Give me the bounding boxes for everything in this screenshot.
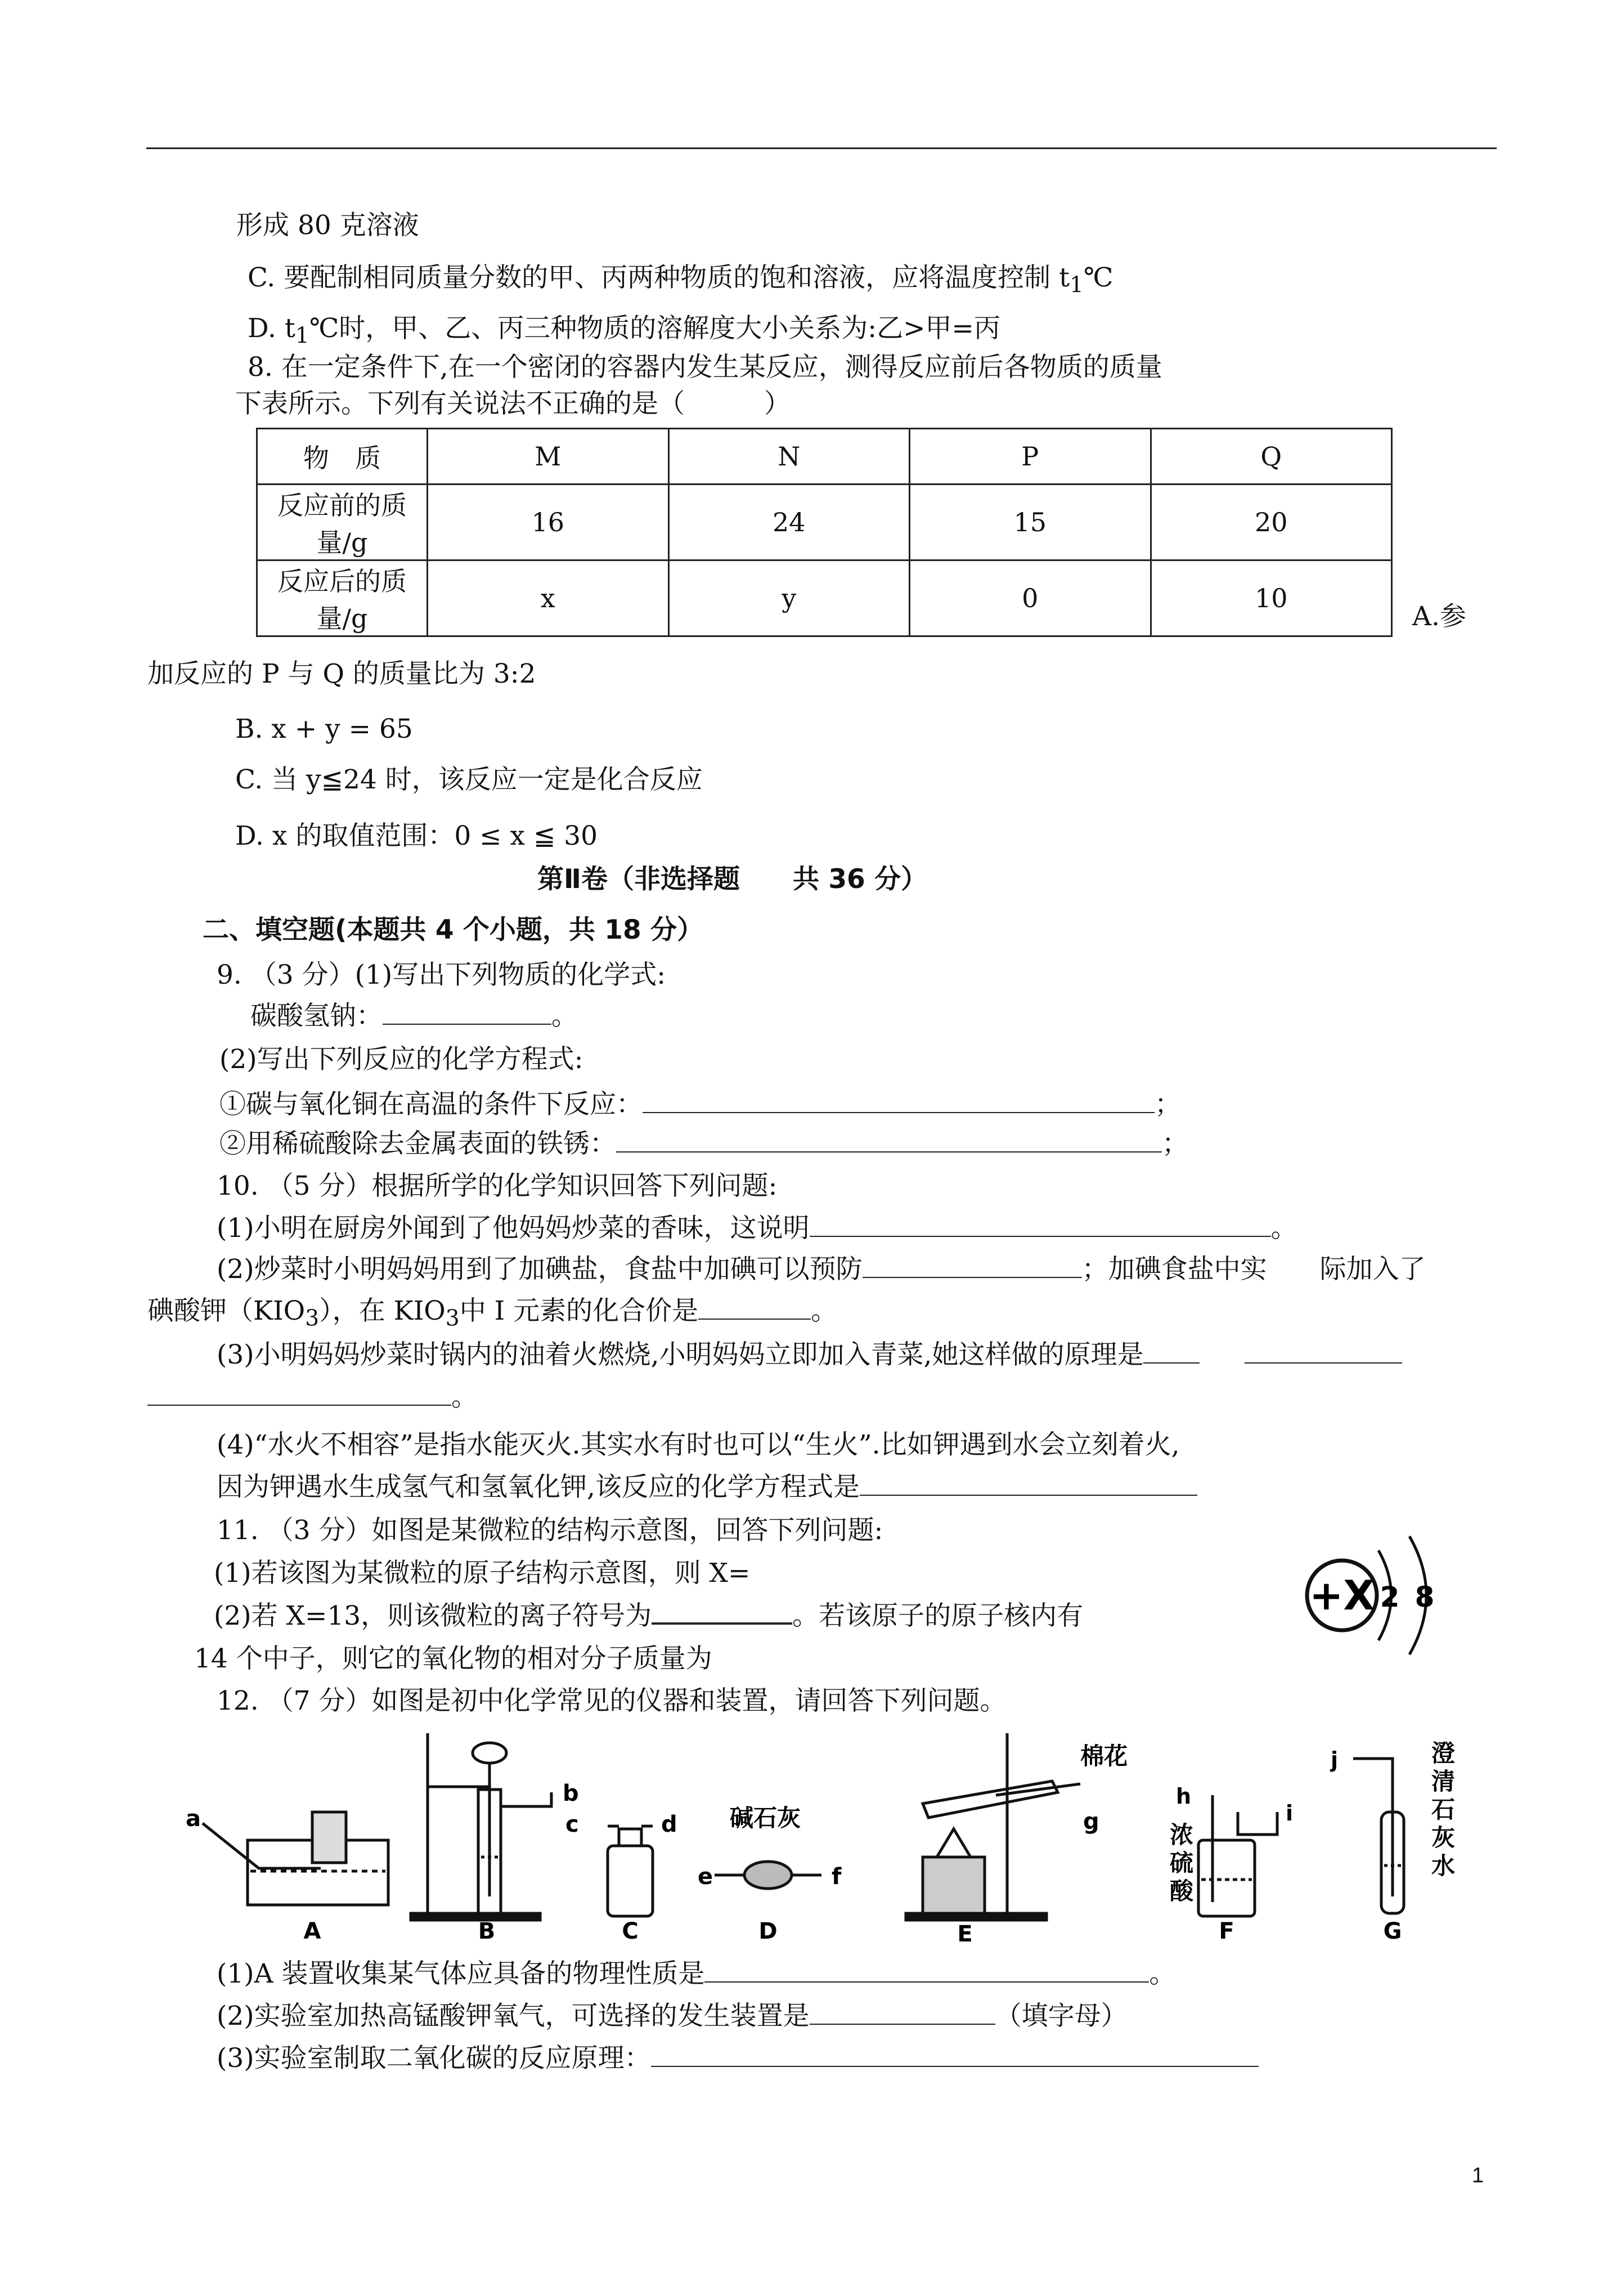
answer-blank[interactable] <box>810 1213 1271 1237</box>
table-cell: 反应后的质量/g <box>257 560 428 636</box>
port-label-h: h <box>1176 1784 1192 1809</box>
table-row <box>257 429 1392 485</box>
port-label-g: g <box>1083 1809 1099 1835</box>
port-label-b: b <box>563 1781 579 1806</box>
soda-lime-label: 碱石灰 <box>729 1804 801 1832</box>
part-two-heading: 第Ⅱ卷（非选择题 共 36 分） <box>537 864 928 895</box>
answer-blank[interactable] <box>383 1001 551 1025</box>
apparatus-label-b: B <box>478 1918 496 1944</box>
table-cell: 15 <box>910 485 1151 560</box>
conc-acid-label-3: 酸 <box>1169 1877 1194 1905</box>
option-b: B. x + y = 65 <box>235 714 413 745</box>
page-number: 1 <box>1472 2164 1484 2187</box>
lime-water-label-1: 澄 <box>1431 1739 1456 1767</box>
question-12-2: (2)实验室加热高锰酸钾氧气，可选择的发生装置是 （填字母） <box>217 2001 1128 2032</box>
table-cell: y <box>668 560 910 636</box>
port-label-a: a <box>186 1806 201 1832</box>
table-cell: x <box>428 560 669 636</box>
nucleus-label: +X <box>1309 1572 1375 1619</box>
apparatus-label-f: F <box>1219 1918 1234 1944</box>
apparatus-label-c: C <box>622 1918 639 1944</box>
question-8-text: 8. 在一定条件下,在一个密闭的容器内发生某反应，测得反应前后各物质的质量 <box>248 352 1162 383</box>
section-two-heading: 二、填空题(本题共 4 个小题，共 18 分） <box>203 914 704 945</box>
table-cell: 24 <box>668 485 910 560</box>
lime-water-label-4: 灰 <box>1431 1824 1456 1851</box>
answer-blank[interactable] <box>704 1959 1149 1983</box>
table-header-cell: N <box>668 429 910 485</box>
port-label-j: j <box>1331 1747 1339 1772</box>
answer-blank[interactable] <box>863 1254 1082 1278</box>
question-8-text-2: 下表所示。下列有关说法不正确的是（ ） <box>235 388 791 419</box>
apparatus-f <box>1198 1795 1277 1916</box>
question-11-3: 14 个中子，则它的氧化物的相对分子质量为 <box>194 1643 712 1674</box>
option-c-8: C. 当 y≦24 时，该反应一定是化合反应 <box>235 764 703 795</box>
question-9: 9. （3 分）(1)写出下列物质的化学式: <box>217 959 666 990</box>
answer-blank[interactable] <box>1143 1340 1200 1364</box>
option-a: 加反应的 P 与 Q 的质量比为 3:2 <box>147 658 536 689</box>
mass-table <box>256 428 1393 637</box>
question-10: 10. （5 分）根据所学的化学知识回答下列问题: <box>217 1171 778 1201</box>
question-9-1: 碳酸氢钠： 。 <box>250 1001 578 1032</box>
question-10-4b: 因为钾遇水生成氢气和氢氧化钾,该反应的化学方程式是 <box>217 1472 1197 1503</box>
port-label-e: e <box>698 1864 713 1890</box>
option-d: D. $t_1℃$时，甲、乙、丙三种物质的溶解度大小关系为:乙>甲=丙 <box>248 313 1000 349</box>
atom-structure-diagram <box>1294 1519 1457 1671</box>
question-12-3: (3)实验室制取二氧化碳的反应原理： <box>217 2043 1259 2074</box>
lab-apparatus-figure <box>174 1728 1480 1953</box>
conc-acid-label-2: 硫 <box>1169 1849 1194 1877</box>
apparatus-g <box>1353 1759 1404 1913</box>
answer-blank[interactable] <box>652 1600 792 1625</box>
table-cell: 10 <box>1151 560 1392 636</box>
apparatus-label-d: D <box>758 1918 778 1944</box>
question-10-2: (2)炒菜时小明妈妈用到了加碘盐，食盐中加碘可以预防 ；加碘食盐中实 际加入了 <box>217 1254 1426 1285</box>
port-label-f: f <box>832 1864 842 1890</box>
option-c: C. 要配制相同质量分数的甲、丙两种物质的饱和溶液，应将温度控制 $t_1℃$ <box>248 262 1113 298</box>
table-header-cell: 物 质 <box>257 429 428 485</box>
option-b-continuation: 形成 80 克溶液 <box>236 210 419 241</box>
answer-blank[interactable] <box>651 2043 1259 2067</box>
answer-blank[interactable] <box>616 1129 1162 1153</box>
apparatus-e <box>906 1733 1080 1920</box>
lime-water-label-3: 石 <box>1431 1796 1456 1823</box>
port-label-c: c <box>565 1811 579 1837</box>
apparatus-label-a: A <box>303 1918 321 1944</box>
apparatus-label-e: E <box>957 1921 973 1947</box>
question-10-2b: 碘酸钾$(KIO_3)$，在 $KIO_3$中 I 元素的化合价是 。 <box>147 1295 838 1331</box>
question-11-2: (2)若 X=13，则该微粒的离子符号为 。若该原子的原子核内有 <box>214 1600 1084 1631</box>
answer-blank[interactable] <box>643 1089 1155 1113</box>
answer-blank[interactable] <box>860 1472 1197 1496</box>
header-rule <box>146 147 1497 149</box>
cotton-label: 棉花 <box>1080 1742 1128 1770</box>
table-header-cell: M <box>428 429 669 485</box>
question-10-4: (4)“水火不相容”是指水能灭火.其实水有时也可以“生火”.比如钾遇到水会立刻着火, <box>217 1429 1180 1460</box>
question-10-1: (1)小明在厨房外闻到了他妈妈炒菜的香味，这说明 。 <box>217 1213 1297 1244</box>
answer-blank[interactable] <box>1245 1340 1402 1364</box>
answer-blank[interactable] <box>810 2001 995 2025</box>
lime-water-label-2: 清 <box>1431 1768 1456 1795</box>
shell-2-count: 8 <box>1415 1581 1435 1613</box>
question-9-2a: ①碳与氧化铜在高温的条件下反应： ； <box>219 1089 1181 1120</box>
port-label-d: d <box>661 1811 677 1837</box>
question-10-3: (3)小明妈妈炒菜时锅内的油着火燃烧,小明妈妈立即加入青菜,她这样做的原理是 <box>217 1339 1402 1371</box>
conc-acid-label-1: 浓 <box>1169 1821 1194 1849</box>
lime-water-label-5: 水 <box>1431 1852 1456 1880</box>
option-a-start: A.参 <box>1412 601 1466 632</box>
table-header-cell: Q <box>1151 429 1392 485</box>
apparatus-b <box>411 1733 551 1920</box>
table-header-cell: P <box>910 429 1151 485</box>
answer-blank[interactable] <box>147 1382 451 1406</box>
answer-blank[interactable] <box>698 1296 811 1320</box>
table-cell: 反应前的质量/g <box>257 485 428 560</box>
table-row <box>257 560 1392 636</box>
question-12: 12. （7 分）如图是初中化学常见的仪器和装置，请回答下列问题。 <box>217 1685 1007 1716</box>
apparatus-c <box>608 1826 653 1916</box>
table-row <box>257 485 1392 560</box>
port-label-i: i <box>1286 1801 1294 1826</box>
question-10-3-cont: 。 <box>147 1382 478 1413</box>
question-9-2: (2)写出下列反应的化学方程式: <box>219 1044 583 1075</box>
question-11-1: (1)若该图为某微粒的原子结构示意图，则 X= <box>214 1558 751 1589</box>
apparatus-label-g: G <box>1383 1918 1402 1944</box>
apparatus-a <box>203 1812 388 1905</box>
shell-1-count: 2 <box>1380 1581 1400 1613</box>
apparatus-d <box>715 1862 821 1889</box>
option-d-8: D. x 的取值范围：0 ≤ x ≦ 30 <box>235 820 598 851</box>
table-cell: 16 <box>428 485 669 560</box>
question-9-2b: ②用稀硫酸除去金属表面的铁锈： ； <box>219 1128 1188 1159</box>
question-12-1: (1)A 装置收集某气体应具备的物理性质是 。 <box>217 1958 1176 1989</box>
table-cell: 0 <box>910 560 1151 636</box>
question-11: 11. （3 分）如图是某微粒的结构示意图，回答下列问题: <box>217 1515 883 1546</box>
table-cell: 20 <box>1151 485 1392 560</box>
